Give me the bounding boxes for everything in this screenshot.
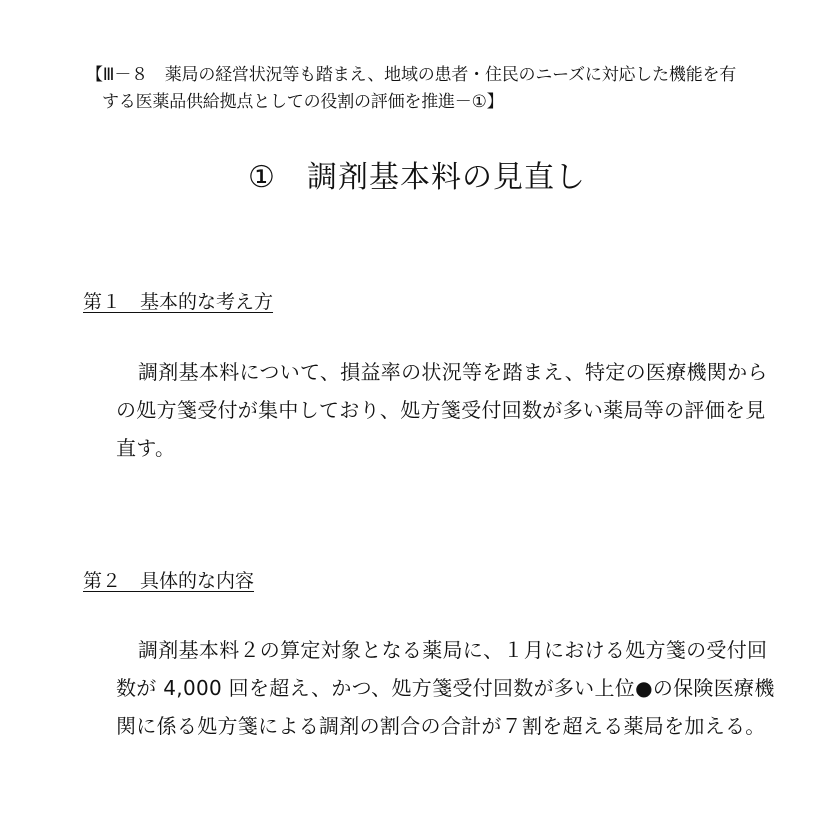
section-heading-specific-content: 第２ 具体的な内容 [83, 570, 255, 592]
header-note-line: 【Ⅲ－８ 薬局の経営状況等も踏まえ、地域の患者・住民のニーズに対応した機能を有 [86, 65, 737, 85]
header-note-line: する医薬品供給拠点としての役割の評価を推進－①】 [102, 92, 504, 112]
body-line: の処方箋受付が集中しており、処方箋受付回数が多い薬局等の評価を見 [116, 398, 766, 422]
body-line: 調剤基本料について、損益率の状況等を踏まえ、特定の医療機関から [138, 360, 768, 384]
section-body-specific-content [116, 631, 776, 745]
body-line: 直す。 [116, 436, 176, 460]
body-line: 数が 4,000 回を超え、かつ、処方箋受付回数が多い上位●の保険医療機 [116, 676, 775, 700]
body-line: 関に係る処方箋による調剤の割合の合計が７割を超える薬局を加える。 [116, 714, 766, 738]
section-heading-basic-approach: 第１ 基本的な考え方 [83, 291, 274, 313]
section-body-basic-approach [116, 353, 776, 467]
header-note [86, 62, 776, 116]
page-title: ① 調剤基本料の見直し [248, 160, 586, 195]
body-line: 調剤基本料２の算定対象となる薬局に、１月における処方箋の受付回 [138, 638, 768, 662]
